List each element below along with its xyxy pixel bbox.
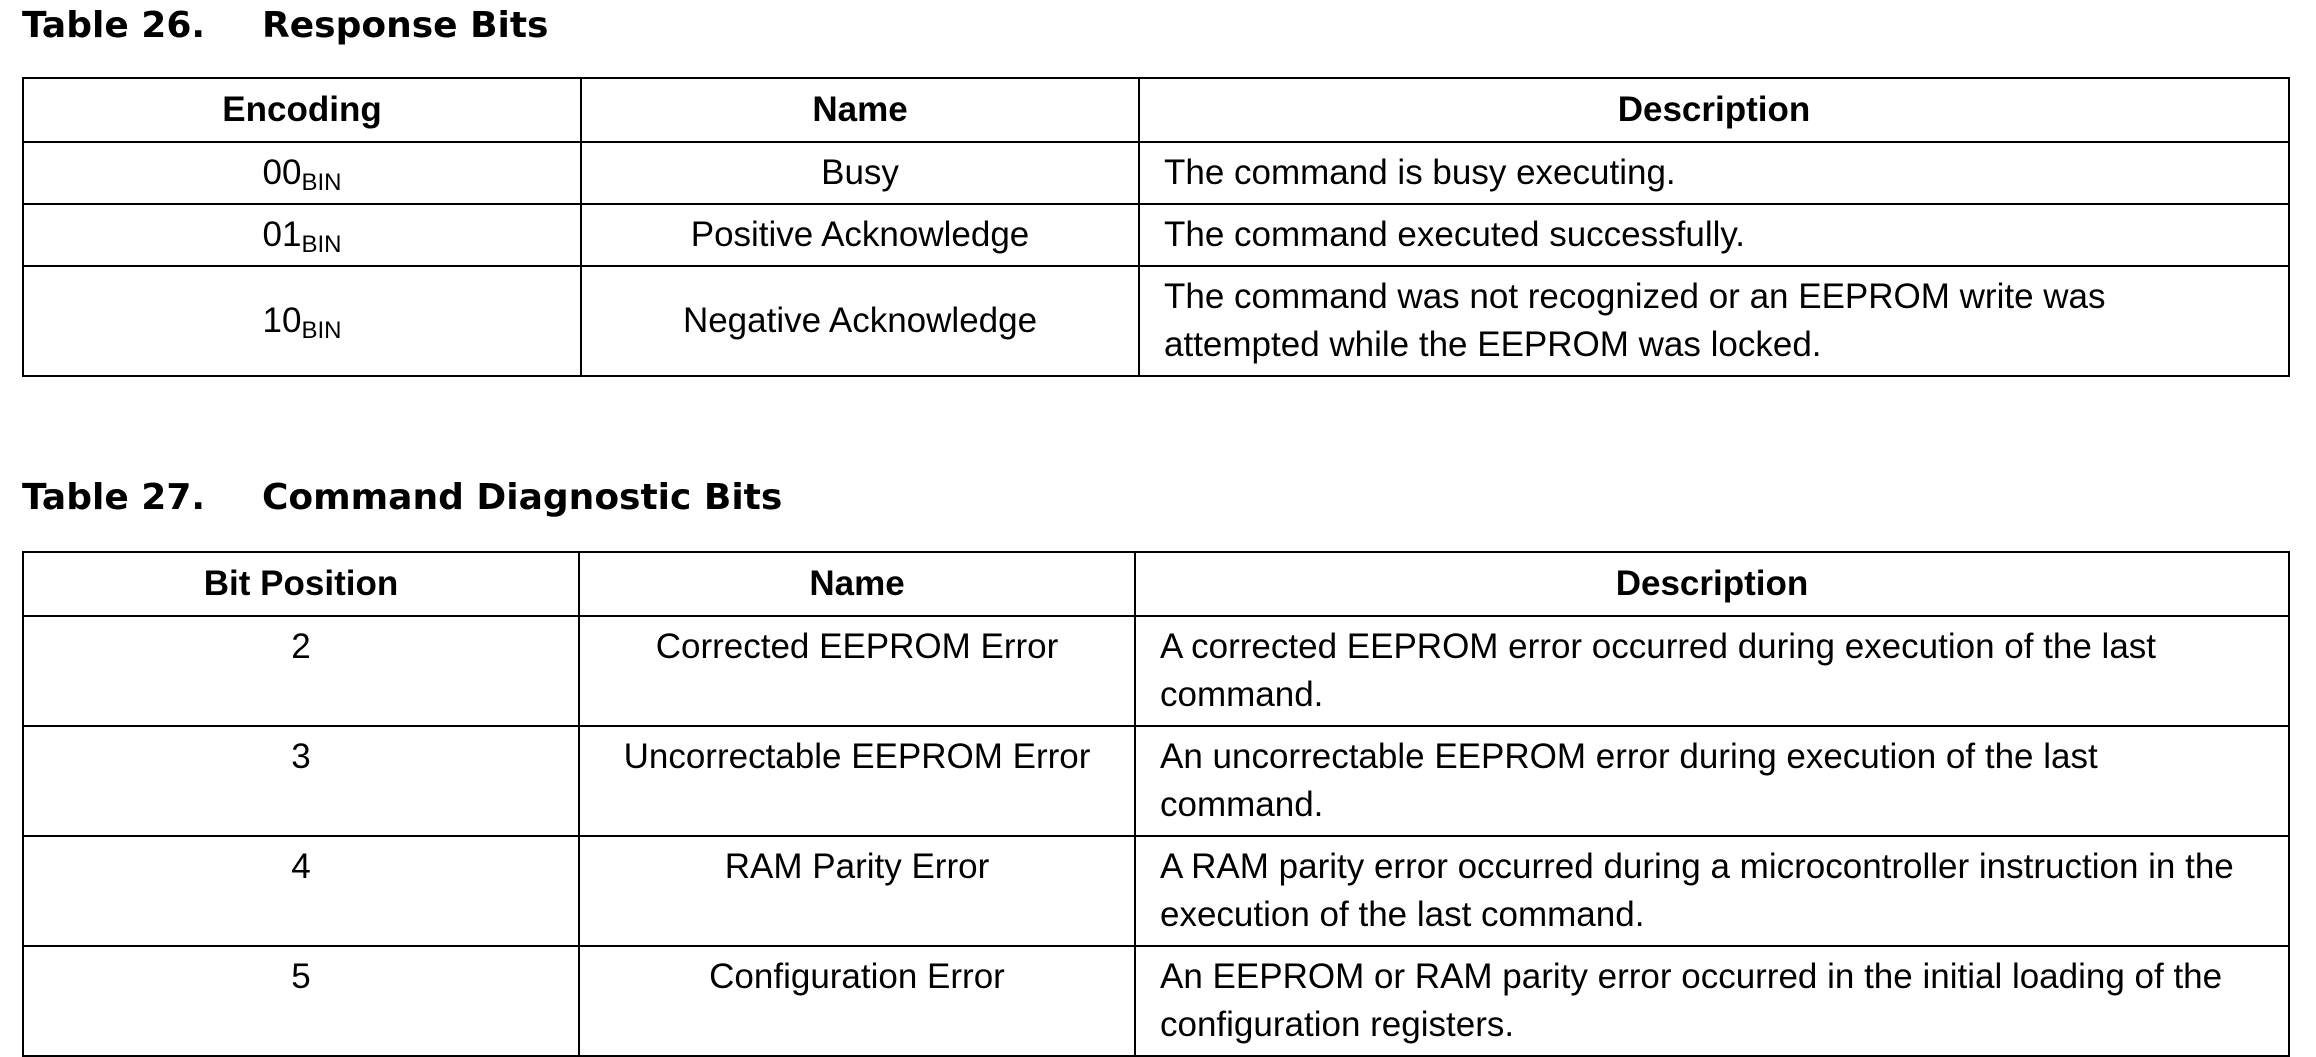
encoding-value: 10 xyxy=(262,301,302,340)
response-bits-table xyxy=(22,77,2290,377)
name-cell: Configuration Error xyxy=(579,946,1135,1056)
table-27-caption xyxy=(22,477,783,518)
encoding-subscript: BIN xyxy=(301,317,342,344)
column-header-bit-position: Bit Position xyxy=(23,552,579,616)
encoding-value: 00 xyxy=(262,153,302,192)
table-row xyxy=(23,266,2289,376)
description-cell: The command executed successfully. xyxy=(1139,204,2289,266)
table-26-number: Table 26. xyxy=(22,5,206,46)
bit-position-cell: 4 xyxy=(23,836,579,946)
description-cell: The command was not recognized or an EEPROM write was attempted while the EEPROM was locked. xyxy=(1139,266,2289,376)
description-cell: A corrected EEPROM error occurred during execution of the last command. xyxy=(1135,616,2289,726)
description-cell: A RAM parity error occurred during a microcontroller instruction in the execution of the last command. xyxy=(1135,836,2289,946)
encoding-value: 01 xyxy=(262,215,302,254)
column-header-name: Name xyxy=(579,552,1135,616)
table-26-caption xyxy=(22,5,549,46)
command-diagnostic-bits-table xyxy=(22,551,2290,1057)
encoding-cell xyxy=(23,204,581,266)
table-27-number: Table 27. xyxy=(22,477,206,518)
name-cell: Corrected EEPROM Error xyxy=(579,616,1135,726)
table-row xyxy=(23,946,2289,1056)
column-header-name: Name xyxy=(581,78,1139,142)
encoding-cell xyxy=(23,142,581,204)
column-header-description: Description xyxy=(1135,552,2289,616)
table-row xyxy=(23,836,2289,946)
description-cell: An uncorrectable EEPROM error during execution of the last command. xyxy=(1135,726,2289,836)
name-cell: Uncorrectable EEPROM Error xyxy=(579,726,1135,836)
table-row xyxy=(23,726,2289,836)
name-cell: Positive Acknowledge xyxy=(581,204,1139,266)
table-27-title: Command Diagnostic Bits xyxy=(262,477,783,518)
bit-position-cell: 5 xyxy=(23,946,579,1056)
description-cell: An EEPROM or RAM parity error occurred in the initial loading of the configuration registers. xyxy=(1135,946,2289,1056)
name-cell: Busy xyxy=(581,142,1139,204)
column-header-encoding: Encoding xyxy=(23,78,581,142)
description-cell: The command is busy executing. xyxy=(1139,142,2289,204)
bit-position-cell: 2 xyxy=(23,616,579,726)
encoding-cell xyxy=(23,266,581,376)
table-26-title: Response Bits xyxy=(262,5,549,46)
bit-position-cell: 3 xyxy=(23,726,579,836)
name-cell: RAM Parity Error xyxy=(579,836,1135,946)
table-header-row xyxy=(23,552,2289,616)
table-header-row xyxy=(23,78,2289,142)
name-cell: Negative Acknowledge xyxy=(581,266,1139,376)
table-row xyxy=(23,204,2289,266)
encoding-subscript: BIN xyxy=(301,231,342,258)
encoding-subscript: BIN xyxy=(301,169,342,196)
column-header-description: Description xyxy=(1139,78,2289,142)
table-row xyxy=(23,142,2289,204)
table-row xyxy=(23,616,2289,726)
